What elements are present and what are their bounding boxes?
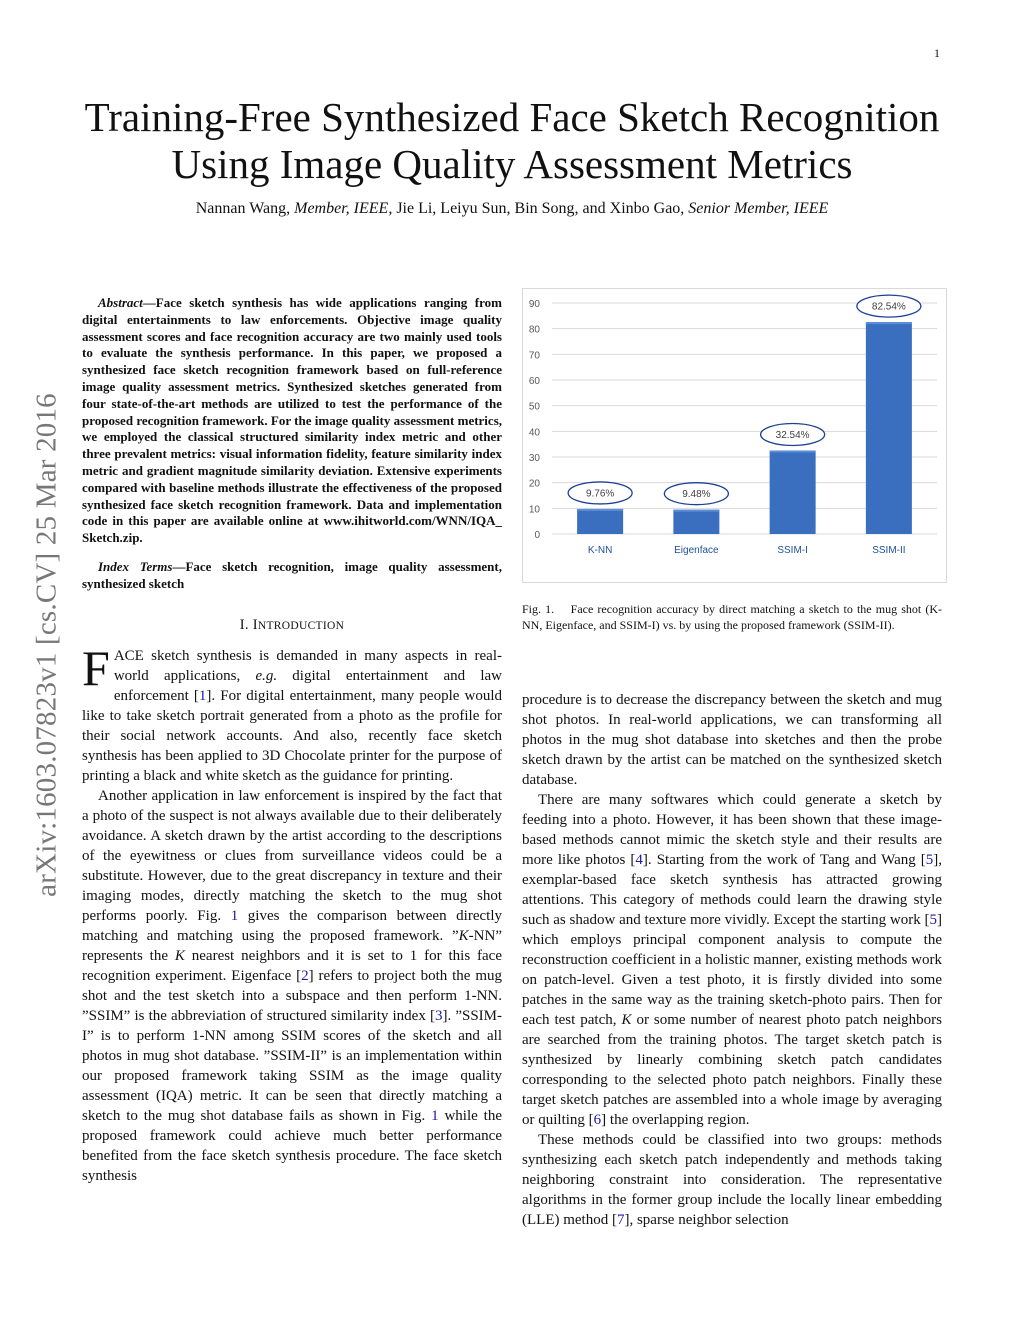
citation-link-6[interactable]: 6 — [593, 1112, 602, 1128]
bar-highlight — [577, 509, 623, 511]
text: -NN” represents the — [82, 927, 502, 964]
text: ACE sketch synthesis is demanded in many aspects in real-world applications, — [113, 647, 502, 684]
citation-link-5[interactable]: 5 — [925, 852, 934, 868]
x-category-label: SSIM-II — [872, 545, 906, 556]
data-label: 82.54% — [871, 301, 906, 313]
author-role-2: Senior Member, IEEE — [688, 200, 829, 217]
text: gives the comparison between directly matching and matching using the proposed framework. ” — [82, 907, 502, 944]
text: ]. ”SSIM-I” is to perform 1-NN among SSIM scores of the sketch and all photos in mug shot database. ”SSIM-II” is an implementation within our proposed framework taking SSIM as the image quality assessment (IQA) metric. It can be seen that directly matching a sketch to the mug shot database fails as shown in Fig. — [82, 1007, 502, 1124]
page-number: 1 — [934, 46, 940, 60]
right-paragraph-3 — [522, 1130, 942, 1230]
index-terms-lead: Index Terms — [98, 558, 173, 574]
y-tick-label: 20 — [528, 478, 540, 490]
y-tick-label: 90 — [528, 299, 540, 310]
x-category-label: SSIM-I — [777, 545, 808, 556]
text: ]. Starting from the work of Tang and Wang [ — [642, 852, 926, 868]
y-tick-label: 70 — [528, 350, 540, 362]
text: while the proposed framework could achieve much better performance benefited from the face sketch synthesis procedure. The face sketch synthesis — [82, 1107, 502, 1184]
data-label: 9.76% — [585, 488, 615, 500]
x-category-label: Eigenface — [674, 545, 719, 556]
text-italic: e.g. — [255, 667, 278, 684]
citation-link-3[interactable]: 3 — [434, 1007, 443, 1024]
text: digital entertainment and law enforcement [ — [113, 667, 502, 704]
right-paragraph-1: procedure is to decrease the discrepancy between the sketch and mug shot photos. In real-world applications, we can transforming all photos in the mug shot database into sketches and then the probe sketch drawn by the artist can be matched on the synthesized sketch database. — [522, 692, 942, 788]
left-column — [82, 295, 502, 1186]
author-names-1: Nannan Wang, — [195, 200, 295, 217]
right-column — [522, 690, 942, 1230]
bar-ssim-i — [770, 450, 816, 534]
right-paragraph-2 — [522, 790, 942, 1130]
drop-cap: F — [82, 639, 110, 696]
author-role-1: Member, IEEE, — [294, 200, 393, 217]
bar-k-nn — [577, 509, 623, 534]
author-list — [60, 200, 964, 218]
section-title-rest: NTRODUCTION — [257, 619, 345, 632]
figure-link-1b[interactable]: 1 — [431, 1107, 439, 1124]
abstract-text: —Face sketch synthesis has wide applications ranging from digital entertainments to law enforcements. Objective image quality assessment scores and face recognition accuracy are two mainly used tools to evaluate the synthesis performance. In this paper, we proposed a synthesized face sketch recognition framework based on full-reference image quality assessment metrics. Synthesized sketches generated from four state-of-the-art methods are utilized to test the performance of the proposed recognition framework. For the image quality assessment metrics, we employed the classical structured similarity index metric and other three prevalent metrics: visual information fidelity, feature similarity index metric and gradient magnitude similarity deviation. Extensive experiments compared with baseline methods illustrate the effectiveness of the proposed synthesized face sketch recognition framework. Data and implementation code in this paper are available online at www.ihitworld.com/WNN/IQA_ Sketch.zip. — [82, 295, 502, 546]
citation-link-2[interactable]: 2 — [301, 967, 309, 984]
bar-highlight — [673, 510, 719, 512]
bar-chart — [522, 288, 947, 583]
arxiv-identifier: arXiv:1603.07823v1 [cs.CV] 25 Mar 2016 — [30, 393, 63, 897]
figure-caption-text: Face recognition accuracy by direct matching a sketch to the mug shot (K-NN, Eigenface, and SSIM-I) vs. by using the proposed framework (SSIM-II). — [522, 602, 943, 632]
paper-title — [60, 94, 964, 188]
bar-ssim-ii — [866, 322, 912, 534]
x-category-label: K-NN — [587, 545, 613, 556]
title-line-1: Training-Free Synthesized Face Sketch Recognition — [84, 94, 940, 140]
text: There are many softwares which could generate a sketch by feeding into a photo. However, it has been shown that these image-based methods cannot mimic the sketch style and their results are more like photos [ — [522, 792, 942, 868]
y-tick-label: 10 — [528, 504, 540, 516]
figure-1 — [522, 288, 947, 583]
math-k: K — [621, 1012, 632, 1028]
section-numeral: I. — [239, 616, 253, 633]
math-k: K — [458, 927, 469, 944]
citation-link-5b[interactable]: 5 — [929, 912, 937, 928]
text: Another application in law enforcement is inspired by the fact that a photo of the suspect is not always available due to their deliberately avoidance. A sketch drawn by the artist according to the descriptions of the eyewitness or clues from surveillance videos could be a substitute. However, due to the great discrepancy in texture and their imaging modes, directly matching the sketch to the mug shot performs poorly. Fig. — [82, 787, 502, 924]
math-k: K — [174, 947, 185, 964]
bar-eigenface — [673, 510, 719, 534]
abstract — [82, 295, 502, 547]
section-heading-introduction — [82, 615, 502, 636]
intro-paragraph-2 — [82, 786, 502, 1186]
bar-highlight — [770, 450, 816, 452]
citation-link-4[interactable]: 4 — [635, 852, 643, 868]
text: nearest neighbors and it is set to 1 for this face recognition experiment. Eigenface [ — [82, 947, 502, 984]
index-terms — [82, 559, 502, 593]
title-line-2: Using Image Quality Assessment Metrics — [171, 141, 853, 187]
y-tick-label: 60 — [528, 376, 540, 387]
figure-caption — [522, 602, 942, 633]
bar-highlight — [866, 322, 912, 324]
intro-paragraph-1 — [82, 639, 503, 786]
text: These methods could be classified into two groups: methods synthesizing each sketch patch independently and methods taking neighboring constraint into consideration. The representative algorithms in the former group include the locally linear embedding (LLE) method [ — [522, 1132, 942, 1228]
figure-link-1[interactable]: 1 — [230, 907, 239, 924]
y-tick-label: 80 — [528, 324, 540, 336]
figure-caption-label: Fig. 1. — [522, 602, 555, 616]
citation-link-7[interactable]: 7 — [616, 1212, 625, 1228]
data-label: 32.54% — [775, 429, 810, 441]
text: ]. For digital entertainment, many people would like to take sketch portrait generated from a photo as the profile for their social network accounts. And also, recently face sketch synthesis has been applied to 3D Chocolate printer for the purpose of printing a black and white sketch as the guidance for printing. — [82, 687, 503, 784]
y-tick-label: 30 — [528, 453, 540, 464]
data-label: 9.48% — [682, 489, 711, 501]
text: ] refers to project both the mug shot and the test sketch into a subspace and then perform 1-NN. ”SSIM” is the abbreviation of structured similarity index [ — [82, 967, 502, 1024]
abstract-lead: Abstract — [98, 295, 143, 310]
y-tick-label: 0 — [534, 530, 540, 541]
text: ] the overlapping region. — [601, 1112, 750, 1128]
citation-link-1[interactable]: 1 — [198, 687, 207, 704]
text: or some number of nearest photo patch neighbors are searched from the training photos. The target sketch patch is synthesized by linearly combining sketch patch candidates corresponding to the selected photo patch neighbors. Finally these target sketch patches are assembled into a whole image by averaging or quilting [ — [522, 1012, 942, 1128]
text: ], exemplar-based face sketch synthesis has attracted growing attentions. This category of methods could learn the drawing style such as shadow and texture more vividly. Except the starting work [ — [522, 852, 942, 928]
text: ], sparse neighbor selection — [624, 1212, 789, 1228]
text: ] which employs principal component analysis to compute the reconstruction coefficient in a holistic manner, existing methods work on patch-level. Given a test photo, it is firstly divided into some patches in the same way as the training sketch-photo pairs. Then for each test patch, — [522, 912, 942, 1028]
y-tick-label: 40 — [528, 427, 540, 439]
y-tick-label: 50 — [528, 401, 540, 413]
section-initial: I — [252, 616, 258, 633]
index-terms-text: —Face sketch recognition, image quality assessment, synthesized sketch — [82, 558, 502, 591]
author-names-2: Jie Li, Leiyu Sun, Bin Song, and Xinbo Gao, — [392, 200, 689, 217]
